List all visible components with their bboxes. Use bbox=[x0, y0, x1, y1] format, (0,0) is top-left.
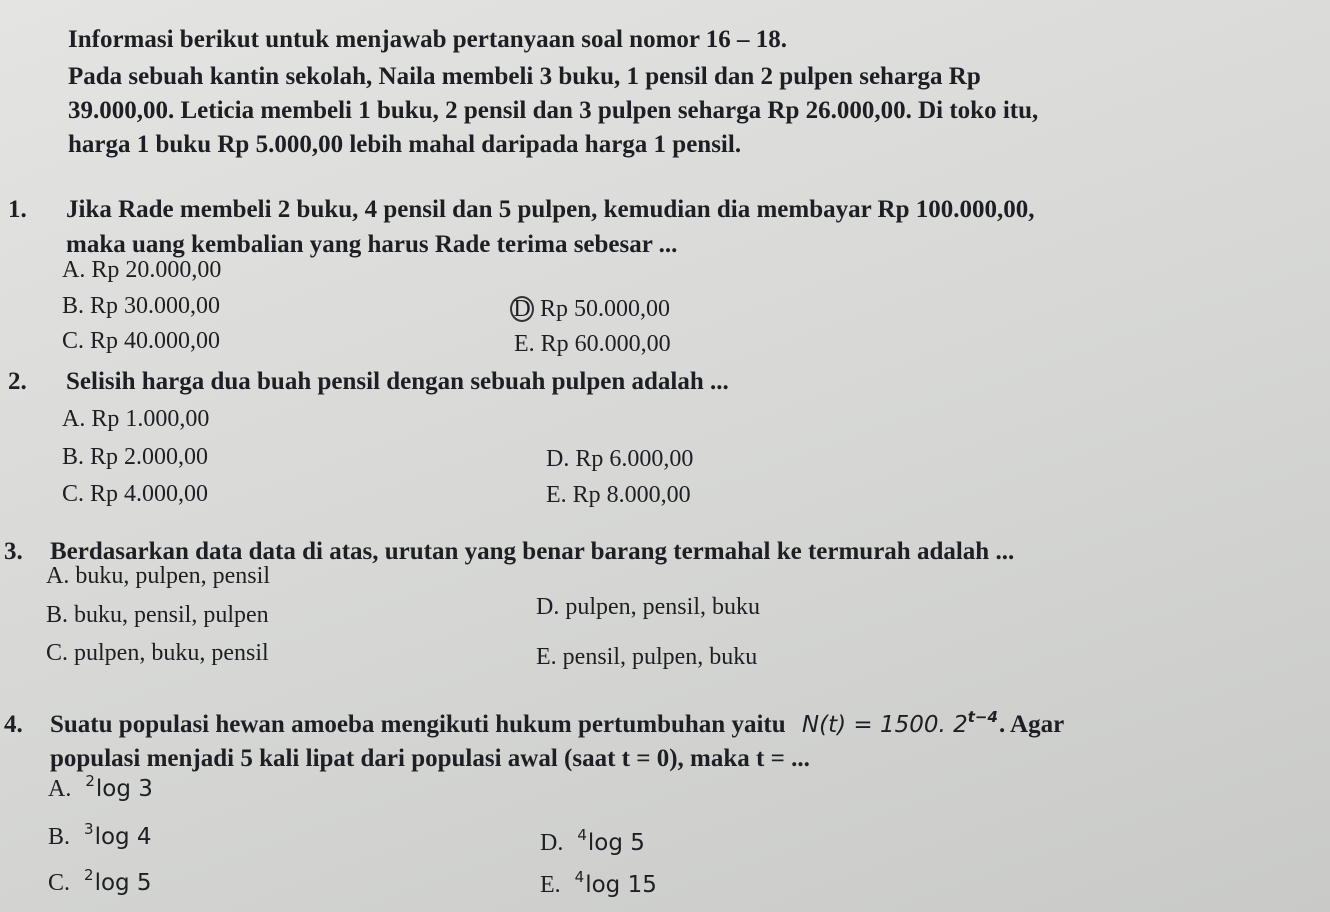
intro-line-1: Informasi berikut untuk menjawab pertanyaan soal nomor 16 – 18. bbox=[68, 26, 788, 53]
question-3-number: 3. bbox=[4, 538, 23, 565]
question-4-text: Suatu populasi hewan amoeba mengikuti hukum pertumbuhan yaitu bbox=[50, 711, 786, 738]
log-base: 4 bbox=[574, 868, 585, 886]
question-3-option-d: D. pulpen, pensil, buku bbox=[536, 594, 760, 620]
growth-formula: N(t) = 1500. 2 bbox=[801, 712, 968, 738]
question-4-line-1 bbox=[4, 708, 1064, 739]
question-2-text: Selisih harga dua buah pensil dengan sebuah pulpen adalah ... bbox=[66, 368, 729, 395]
question-4-text-end: . Agar bbox=[998, 711, 1065, 738]
question-3-line-1 bbox=[4, 538, 1014, 566]
question-3-option-a: A. buku, pulpen, pensil bbox=[46, 563, 270, 589]
question-4-option-c bbox=[48, 866, 152, 897]
question-2-option-a: A. Rp 1.000,00 bbox=[62, 406, 210, 432]
log-expression: log 3 bbox=[95, 776, 153, 802]
log-base: 2 bbox=[84, 866, 94, 884]
question-2-number: 2. bbox=[8, 368, 27, 395]
growth-formula-exponent: t−4 bbox=[967, 708, 998, 726]
question-3-option-c: C. pulpen, buku, pensil bbox=[46, 640, 269, 666]
circled-answer-mark: D bbox=[510, 296, 534, 322]
question-1-option-e: E. Rp 60.000,00 bbox=[514, 331, 671, 357]
intro-line-3: 39.000,00. Leticia membeli 1 buku, 2 pensil dan 3 pulpen seharga Rp 26.000,00. Di toko itu, bbox=[68, 97, 1039, 124]
question-2-option-c: C. Rp 4.000,00 bbox=[62, 481, 209, 507]
option-letter: D. bbox=[540, 830, 564, 856]
log-expression: log 4 bbox=[94, 824, 152, 850]
option-letter: B. bbox=[48, 824, 71, 850]
intro-line-4: harga 1 buku Rp 5.000,00 lebih mahal daripada harga 1 pensil. bbox=[68, 131, 742, 158]
log-expression: log 15 bbox=[585, 872, 657, 898]
question-1-line-2: maka uang kembalian yang harus Rade terima sebesar ... bbox=[66, 231, 678, 258]
question-1-line-1 bbox=[8, 196, 1034, 224]
question-1-text: Jika Rade membeli 2 buku, 4 pensil dan 5 pulpen, kemudian dia membayar Rp 100.000,00, bbox=[66, 196, 1035, 223]
intro-line-2: Pada sebuah kantin sekolah, Naila membeli 3 buku, 1 pensil dan 2 pulpen seharga Rp bbox=[68, 63, 981, 90]
option-letter: C. bbox=[48, 870, 71, 896]
question-1-option-b: B. Rp 30.000,00 bbox=[62, 293, 221, 319]
log-base: 3 bbox=[84, 820, 94, 838]
question-1-option-d bbox=[514, 296, 670, 323]
question-4-option-e bbox=[540, 868, 657, 899]
log-expression: log 5 bbox=[587, 830, 645, 856]
question-4-number: 4. bbox=[4, 711, 23, 738]
question-3-option-b: B. buku, pensil, pulpen bbox=[46, 602, 269, 628]
question-2-option-e: E. Rp 8.000,00 bbox=[546, 482, 691, 508]
question-4-option-d bbox=[540, 826, 645, 857]
question-2-option-b: B. Rp 2.000,00 bbox=[62, 444, 209, 470]
log-expression: log 5 bbox=[94, 870, 152, 896]
question-4-option-a bbox=[48, 772, 153, 803]
option-letter: E. bbox=[540, 872, 561, 898]
question-4-option-b bbox=[48, 820, 152, 851]
option-letter: A. bbox=[48, 776, 72, 802]
question-2-line-1 bbox=[8, 368, 729, 396]
question-1-number: 1. bbox=[8, 196, 27, 223]
question-1-option-c: C. Rp 40.000,00 bbox=[62, 328, 221, 354]
question-3-option-e: E. pensil, pulpen, buku bbox=[536, 644, 758, 670]
log-base: 2 bbox=[85, 772, 95, 790]
question-2-option-d: D. Rp 6.000,00 bbox=[546, 446, 694, 472]
log-base: 4 bbox=[577, 826, 587, 844]
question-1-option-d-text: Rp 50.000,00 bbox=[540, 296, 671, 322]
question-1-option-a: A. Rp 20.000,00 bbox=[62, 257, 222, 283]
question-3-text: Berdasarkan data data di atas, urutan yang benar barang termahal ke termurah adalah ... bbox=[50, 538, 1015, 565]
question-4-line-2: populasi menjadi 5 kali lipat dari populasi awal (saat t = 0), maka t = ... bbox=[50, 745, 810, 772]
